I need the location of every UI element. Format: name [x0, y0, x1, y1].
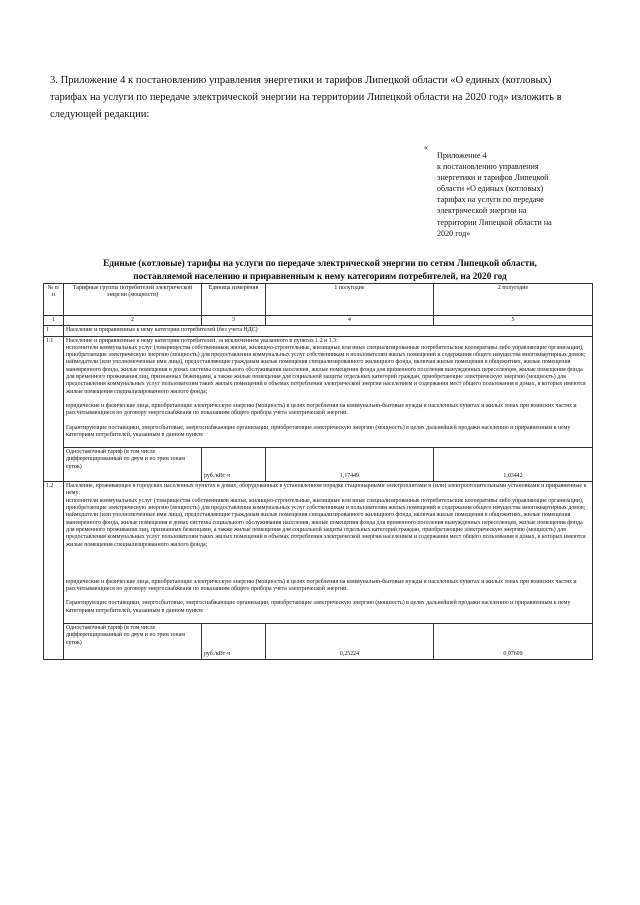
- section-paragraph: исполнители коммунальных услуг (товарищества собственников жилья, жилищно-строительные, жилищные или иные специализированные потребительские кооперативы либо управляющие организации), приобретающие электрическую энергию (мощность) для предоставления коммунальных услуг собственникам и пользователям жилых помещений и содержания общего имущества многоквартирных домов; наймодатели (или уполномоченные ими лица), предоставляющие гражданам жилые помещения специализированного жилищного фонда, включая жилые помещения в общежитиях, жилые помещения маневренного фонда, жилые помещения в домах системы социального обслуживания населения, жилые помещения фонда для временного поселения вынужденных переселенцев, жилые помещения фонда для временного проживания лиц, признанных беженцами, а также жилые помещения для социальной защиты отдельных категорий граждан, приобретающие электрическую энергию (мощность) для предоставления коммунальных услуг пользователям таких жилых помещений в объемах потребления электрической энергии населением и содержания мест общего пользования в домах, в которых имеются жилые помещения специализированного жилого фонда;: [66, 344, 586, 395]
- appendix-line: электрической энергии на: [437, 206, 527, 216]
- section-text: [64, 482, 593, 624]
- appendix-header: [437, 150, 587, 239]
- section-1-2-row: [44, 482, 593, 624]
- tariff-unit: руб./кВт·ч: [202, 624, 266, 660]
- column-number: 2: [64, 316, 202, 326]
- opening-quote-mark: «: [424, 143, 428, 152]
- appendix-line: тарифах на услуги по передаче: [437, 195, 544, 205]
- tariff-value-half2: 0,07609: [434, 624, 593, 660]
- appendix-line: области «О единых (котловых): [437, 184, 544, 194]
- appendix-line: Приложение 4: [437, 151, 487, 160]
- document-title: [60, 258, 580, 283]
- section-text: [64, 336, 593, 448]
- column-number: 5: [434, 316, 593, 326]
- row-text: Население и приравненные к нему категории потребителей (без учета НДС): [64, 326, 593, 336]
- tariff-table: [43, 283, 593, 660]
- section-paragraph: исполнители коммунальных услуг (товарищества собственников жилья, жилищно-строительные, жилищные или иные специализированные потребительские кооперативы либо управляющие организации), приобретающие электрическую энергию (мощность) для предоставления коммунальных услуг собственникам и пользователям жилых помещений и содержания общего имущества многоквартирных домов; наймодатели (или уполномоченные ими лица), предоставляющие гражданам жилые помещения специализированного жилищного фонда, включая жилые помещения в общежитиях, жилые помещения маневренного фонда, жилые помещения в домах системы социального обслуживания населения, жилые помещения фонда для временного поселения вынужденных переселенцев, жилые помещения фонда для временного проживания лиц, признанных беженцами, а также жилые помещения для социальной защиты отдельных категорий граждан, приобретающие электрическую энергию (мощность) для предоставления коммунальных услуг пользователям таких жилых помещений в объемах потребления электрической энергии населением и содержания мест общего пользования в домах, в которых имеются жилые помещения специализированного жилого фонда;: [66, 497, 586, 548]
- section-title: Население и приравненные к нему категории потребителей, за исключением указанного в пунктах 1.2 и 1.3:: [66, 337, 338, 344]
- section-paragraph: Гарантирующие поставщики, энергосбытовые, энергоснабжающие организации, приобретающие электрическую энергию (мощность) в целях дальнейшей продажи населению и приравненным к нему категориям потребителей, указанным в данном пункте: [66, 600, 571, 614]
- header-cell-no: № п/п: [44, 284, 64, 316]
- header-cell-group: Тарифные группы потребителей электрической энергии (мощности): [64, 284, 202, 316]
- tariff-unit: руб./кВт·ч: [202, 448, 266, 482]
- tariff-label: Одноставочный тариф (в том числе дифференцированный по двум и по трем зонам суток): [64, 448, 202, 482]
- appendix-line: 2020 год»: [437, 228, 471, 238]
- table-row: [44, 326, 593, 336]
- tariff-value-half1: 1,17449: [266, 448, 434, 482]
- column-number: 3: [202, 316, 266, 326]
- title-line: поставляемой населению и приравненным к нему категориям потребителей, на 2020 год: [133, 271, 507, 282]
- row-number: 1: [44, 326, 64, 336]
- intro-paragraph: 3. Приложение 4 к постановлению управления энергетики и тарифов Липецкой области «О единых (котловых) тарифах на услуги по передаче электрической энергии на территории Липецкой области на 2020 год» изложить в следующей редакции:: [50, 75, 562, 120]
- column-number: 4: [266, 316, 434, 326]
- header-cell-half1: 1 полугодие: [266, 284, 434, 316]
- title-line: Единые (котловые) тарифы на услуги по передаче электрической энергии по сетям Липецкой области,: [103, 259, 537, 269]
- section-paragraph: юридические и физические лица, приобретающие электрическую энергию (мощность) в целях потребления на коммунально-бытовые нужды в населенных пунктах и жилых зонах при воинских частях и рассчитывающиеся по договору энергоснабжения по показаниям общего прибора учета электрической энергии.: [66, 578, 577, 593]
- row-number: 1.2: [44, 482, 64, 660]
- section-title: Население, проживающее в городских населенных пунктах в домах, оборудованных в установленном порядке стационарными электроплитами и (или) электроотопительными установками и приравненные к нему:: [66, 483, 587, 497]
- appendix-line: территории Липецкой области на: [437, 217, 552, 227]
- tariff-value-half2: 1,03442: [434, 448, 593, 482]
- column-number: 1: [44, 316, 64, 326]
- row-number: 1.1: [44, 336, 64, 482]
- appendix-line: к постановлению управления: [437, 162, 539, 172]
- header-cell-half2: 2 полугодие: [434, 284, 593, 316]
- tariff-label: Одноставочный тариф (в том числе дифференцированный по двум и по трем зонам суток): [64, 624, 202, 660]
- table-header-row: [44, 284, 593, 316]
- header-cell-unit: Единица измерения: [202, 284, 266, 316]
- column-number-row: [44, 316, 593, 326]
- section-paragraph: Гарантирующие поставщики, энергосбытовые, энергоснабжающие организации, приобретающие электрическую энергию (мощность) в целях дальнейшей продажи населению и приравненным к нему категориям потребителей, указанным в данном пункте: [66, 424, 571, 438]
- tariff-row: [44, 448, 593, 482]
- section-paragraph: юридические и физические лица, приобретающие электрическую энергию (мощность) в целях потребления на коммунально-бытовые нужды в населенных пунктах и жилых зонах при воинских частях и рассчитывающиеся по договору энергоснабжения по показаниям общего прибора учета электрической энергии.: [66, 402, 577, 417]
- tariff-row: [44, 624, 593, 660]
- appendix-line: энергетики и тарифов Липецкой: [437, 173, 549, 183]
- tariff-value-half1: 0,25224: [266, 624, 434, 660]
- section-1-1-row: [44, 336, 593, 448]
